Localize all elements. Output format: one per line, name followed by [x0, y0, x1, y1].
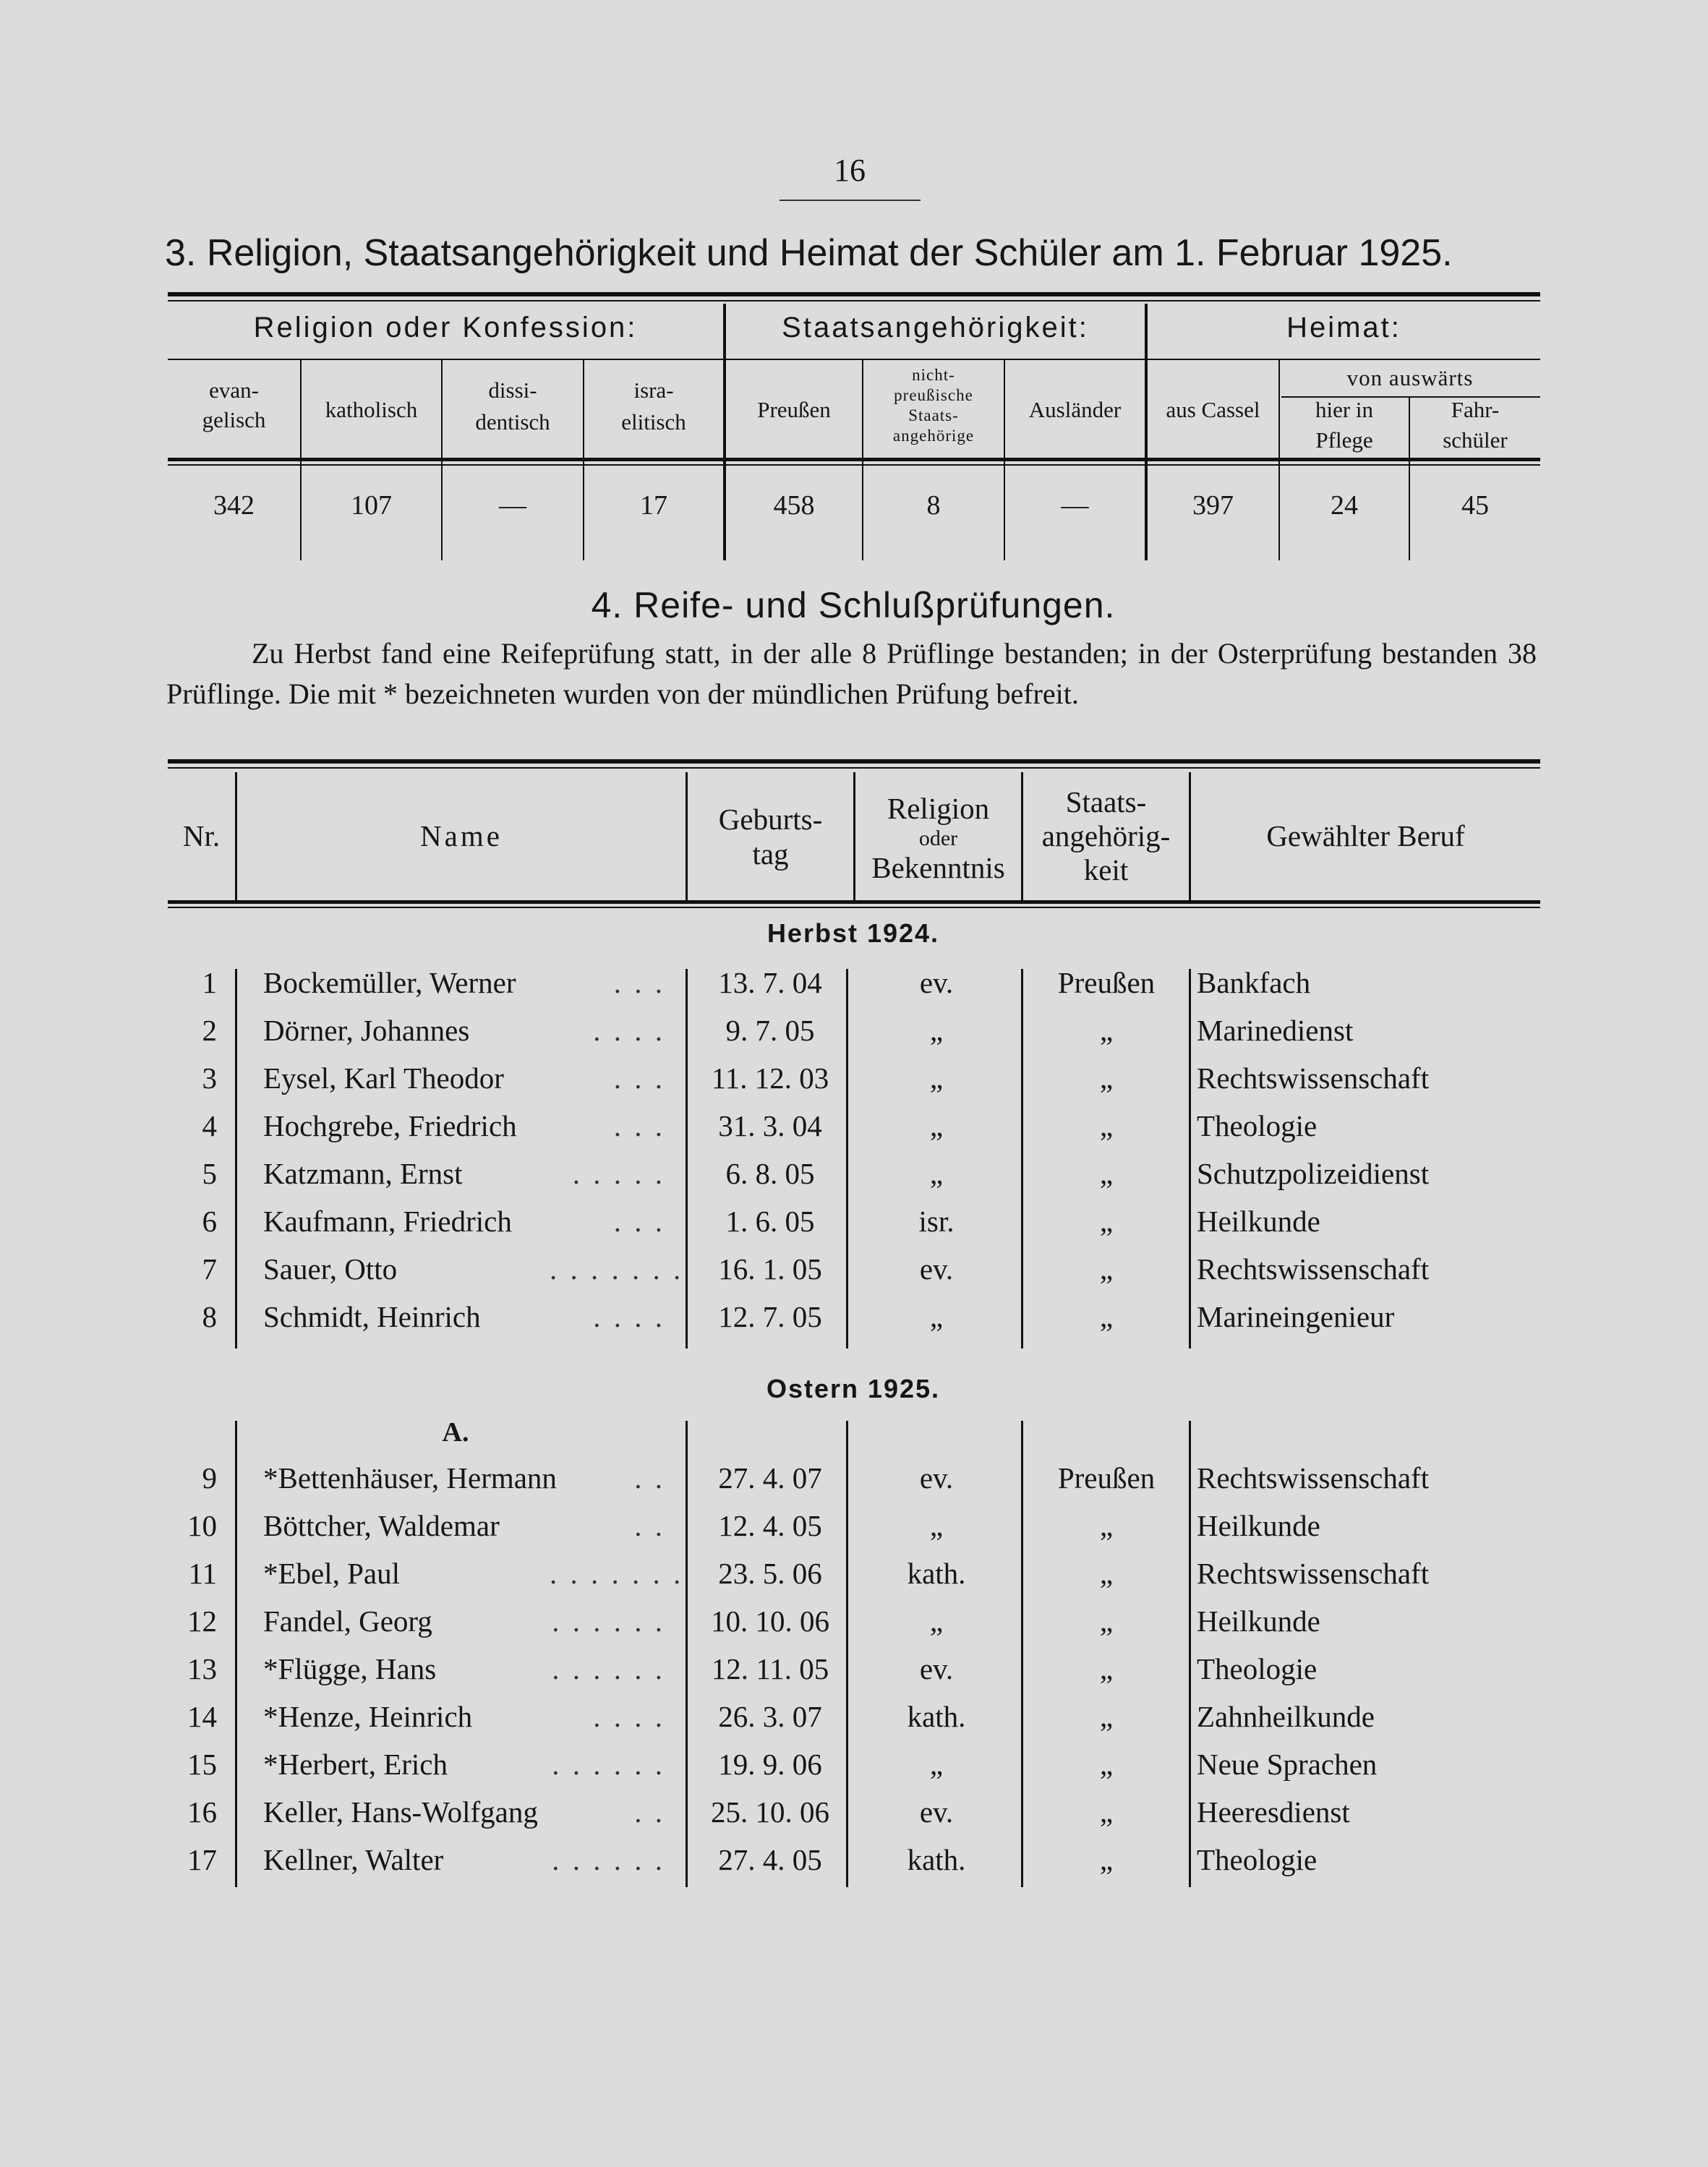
leader-dots: . . . . . . [552, 1652, 665, 1685]
birth-date: 12. 4. 05 [718, 1509, 822, 1542]
row-nr: 7 [202, 1252, 217, 1286]
table1-vrule-7 [1004, 360, 1005, 560]
col-israelitisch-1: isra- [633, 377, 674, 403]
birth-date: 6. 8. 05 [725, 1157, 815, 1190]
table2-header-rule [168, 900, 1540, 904]
leader-dots: . . [634, 1509, 665, 1542]
chosen-profession: Neue Sprachen [1197, 1748, 1378, 1781]
student-name: Kellner, Walter [263, 1843, 444, 1876]
row-nr: 16 [187, 1795, 217, 1829]
chosen-profession: Rechtswissenschaft [1197, 1061, 1430, 1095]
nationality-cell: „ [1099, 1843, 1114, 1876]
student-row [0, 1108, 1708, 1155]
student-row [0, 1604, 1708, 1650]
birth-date: 19. 9. 06 [718, 1748, 822, 1781]
row-nr: 6 [202, 1205, 217, 1238]
col-dissidentisch-2: dentisch [475, 409, 550, 435]
student-name: *Henze, Heinrich [263, 1700, 473, 1733]
col-israelitisch-2: elitisch [621, 409, 686, 435]
col-nichtpreussische-2: preußische [894, 386, 973, 404]
table1-top-rule-thin [168, 300, 1540, 302]
religion-cell: kath. [907, 1557, 966, 1590]
religion-cell: ev. [919, 1652, 954, 1685]
student-name: Bockemüller, Werner [263, 966, 516, 999]
nationality-cell: „ [1099, 1700, 1114, 1733]
val-hier-in-pflege: 24 [1331, 490, 1358, 521]
leader-dots: . . . . . . [552, 1748, 665, 1781]
religion-cell: „ [929, 1157, 944, 1190]
nationality-cell: „ [1099, 1557, 1114, 1590]
chosen-profession: Heeresdienst [1197, 1795, 1350, 1829]
col-nichtpreussische-4: angehörige [892, 427, 975, 445]
col-nichtpreussische-3: Staats- [908, 406, 959, 424]
chosen-profession: Rechtswissenschaft [1197, 1461, 1430, 1495]
chosen-profession: Heilkunde [1197, 1509, 1320, 1542]
col-evangelisch-1: evan- [209, 377, 259, 403]
religion-cell: kath. [907, 1843, 966, 1876]
religion-cell: „ [929, 1748, 944, 1781]
chosen-profession: Bankfach [1197, 966, 1311, 999]
row-nr: 2 [202, 1014, 217, 1047]
row-nr: 5 [202, 1157, 217, 1190]
col-fahrschueler-2: schüler [1443, 427, 1508, 453]
col-hier-in-pflege-1: hier in [1315, 397, 1374, 422]
birth-date: 25. 10. 06 [711, 1795, 829, 1829]
chosen-profession: Marinedienst [1197, 1014, 1354, 1047]
hdr-staat-1: Staats- [1065, 785, 1147, 818]
page-number-rule [780, 200, 921, 201]
hdr-beruf: Gewählter Beruf [1266, 819, 1465, 852]
herbst-heading: Herbst 1924. [767, 918, 940, 948]
table1-top-rule [168, 292, 1540, 296]
religion-cell: „ [929, 1109, 944, 1142]
nationality-cell: Preußen [1057, 966, 1156, 999]
row-nr: 1 [202, 966, 217, 999]
group-staatsangehoerigkeit: Staatsangehörigkeit: [782, 312, 1089, 343]
val-katholisch: 107 [351, 490, 392, 521]
leader-dots: . . . . . . . [550, 1252, 684, 1286]
hdr-staat-2: angehörig- [1041, 819, 1171, 852]
student-row [0, 965, 1708, 1012]
col-von-auswaerts: von auswärts [1346, 365, 1474, 390]
hdr-religion-1: Religion [887, 792, 990, 825]
section3-title: 3. Religion, Staatsangehörigkeit und Heimat der Schüler am 1. Februar 1925. [165, 232, 1453, 274]
religion-cell: ev. [919, 966, 954, 999]
chosen-profession: Theologie [1197, 1843, 1318, 1876]
birth-date: 27. 4. 07 [718, 1461, 822, 1495]
student-name: Hochgrebe, Friedrich [263, 1109, 517, 1142]
birth-date: 12. 11. 05 [711, 1652, 829, 1685]
col-hier-in-pflege-2: Pflege [1315, 427, 1373, 453]
leader-dots: . . . [613, 1205, 665, 1238]
nationality-cell: „ [1099, 1795, 1114, 1829]
chosen-profession: Heilkunde [1197, 1604, 1320, 1638]
birth-date: 1. 6. 05 [725, 1205, 815, 1238]
student-row [0, 1651, 1708, 1698]
student-row [0, 1156, 1708, 1202]
religion-cell: kath. [907, 1700, 966, 1733]
section4-paragraph [166, 633, 1537, 714]
leader-dots: . . [634, 1795, 665, 1829]
student-row [0, 1508, 1708, 1555]
leader-dots: . . [634, 1461, 665, 1495]
val-aus-cassel: 397 [1192, 490, 1234, 521]
col-aus-cassel: aus Cassel [1166, 397, 1260, 422]
birth-date: 26. 3. 07 [718, 1700, 822, 1733]
birth-date: 12. 7. 05 [718, 1300, 822, 1333]
chosen-profession: Rechtswissenschaft [1197, 1557, 1430, 1590]
ostern-heading: Ostern 1925. [766, 1374, 941, 1403]
row-nr: 15 [187, 1748, 217, 1781]
student-name: Sauer, Otto [263, 1252, 398, 1286]
birth-date: 10. 10. 06 [711, 1604, 829, 1638]
nationality-cell: „ [1099, 1252, 1114, 1286]
hdr-nr: Nr. [182, 819, 221, 852]
student-name: Eysel, Karl Theodor [263, 1061, 504, 1095]
col-katholisch: katholisch [325, 397, 418, 422]
student-row [0, 1556, 1708, 1602]
religion-cell: ev. [919, 1252, 954, 1286]
student-row [0, 1252, 1708, 1298]
leader-dots: . . . [613, 1109, 665, 1142]
table1-group-rule [168, 359, 1540, 360]
religion-cell: „ [929, 1300, 944, 1333]
chosen-profession: Schutzpolizeidienst [1197, 1157, 1430, 1190]
student-name: *Bettenhäuser, Hermann [263, 1461, 557, 1495]
val-auslaender: — [1061, 490, 1089, 521]
student-name: Katzmann, Ernst [263, 1157, 463, 1190]
table2-header-rule-thin [168, 907, 1540, 908]
religion-cell: isr. [918, 1205, 955, 1238]
nationality-cell: „ [1099, 1652, 1114, 1685]
birth-date: 27. 4. 05 [718, 1843, 822, 1876]
chosen-profession: Marineingenieur [1197, 1300, 1395, 1333]
religion-cell: ev. [919, 1795, 954, 1829]
chosen-profession: Zahnheilkunde [1197, 1700, 1375, 1733]
ostern-subheading: A. [442, 1417, 469, 1448]
col-evangelisch-2: gelisch [202, 407, 266, 432]
val-preussen: 458 [773, 490, 815, 521]
row-nr: 4 [202, 1109, 217, 1142]
col-preussen: Preußen [757, 397, 831, 422]
religion-cell: „ [929, 1604, 944, 1638]
student-name: Kaufmann, Friedrich [263, 1205, 512, 1238]
hdr-geburtstag-2: tag [752, 837, 789, 871]
nationality-cell: „ [1099, 1509, 1114, 1542]
student-name: *Herbert, Erich [263, 1748, 448, 1781]
table1-vrule-2 [300, 360, 302, 560]
group-religion: Religion oder Konfession: [253, 312, 638, 343]
nationality-cell: „ [1099, 1109, 1114, 1142]
col-fahrschueler-1: Fahr- [1451, 397, 1500, 422]
student-name: Keller, Hans-Wolfgang [263, 1795, 538, 1829]
hdr-religion-3: Bekenntnis [871, 851, 1005, 884]
group-heimat: Heimat: [1286, 312, 1401, 343]
table1-header-rule-thin [168, 464, 1540, 466]
student-row [0, 1299, 1708, 1346]
row-nr: 17 [187, 1843, 217, 1876]
birth-date: 13. 7. 04 [718, 966, 822, 999]
student-row [0, 1061, 1708, 1107]
hdr-geburtstag-1: Geburts- [718, 803, 823, 836]
religion-cell: „ [929, 1509, 944, 1542]
student-name: Böttcher, Waldemar [263, 1509, 500, 1542]
student-row [0, 1204, 1708, 1250]
nationality-cell: „ [1099, 1748, 1114, 1781]
table2-top-rule-thin [168, 767, 1540, 769]
chosen-profession: Theologie [1197, 1652, 1318, 1685]
col-auslaender: Ausländer [1028, 397, 1122, 422]
nationality-cell: „ [1099, 1157, 1114, 1190]
row-nr: 13 [187, 1652, 217, 1685]
nationality-cell: „ [1099, 1014, 1114, 1047]
leader-dots: . . . . . [572, 1157, 665, 1190]
val-fahrschueler: 45 [1461, 490, 1489, 521]
hdr-staat-3: keit [1083, 853, 1129, 886]
birth-date: 23. 5. 06 [718, 1557, 822, 1590]
religion-cell: ev. [919, 1461, 954, 1495]
table2-top-rule [168, 759, 1540, 764]
birth-date: 31. 3. 04 [718, 1109, 822, 1142]
chosen-profession: Rechtswissenschaft [1197, 1252, 1430, 1286]
student-row [0, 1461, 1708, 1507]
row-nr: 10 [187, 1509, 217, 1542]
nationality-cell: „ [1099, 1205, 1114, 1238]
section4-title: 4. Reife- und Schlußprüfungen. [591, 585, 1116, 625]
chosen-profession: Theologie [1197, 1109, 1318, 1142]
leader-dots: . . . . . . [552, 1843, 665, 1876]
student-row [0, 1013, 1708, 1059]
nationality-cell: „ [1099, 1604, 1114, 1638]
hdr-name: Name [420, 819, 503, 852]
hdr-religion-2: oder [918, 826, 958, 850]
val-evangelisch: 342 [213, 490, 255, 521]
leader-dots: . . . . . . . [550, 1557, 684, 1590]
chosen-profession: Heilkunde [1197, 1205, 1320, 1238]
leader-dots: . . . [613, 966, 665, 999]
student-name: *Ebel, Paul [263, 1557, 401, 1590]
student-name: Fandel, Georg [263, 1604, 432, 1638]
col-nichtpreussische-1: nicht- [912, 366, 955, 384]
nationality-cell: „ [1099, 1300, 1114, 1333]
val-dissidentisch: — [499, 490, 526, 521]
nationality-cell: „ [1099, 1061, 1114, 1095]
leader-dots: . . . [613, 1061, 665, 1095]
row-nr: 9 [202, 1461, 217, 1495]
row-nr: 11 [188, 1557, 217, 1590]
religion-cell: „ [929, 1061, 944, 1095]
leader-dots: . . . . [593, 1300, 665, 1333]
col-dissidentisch-1: dissi- [488, 377, 537, 403]
birth-date: 11. 12. 03 [711, 1061, 829, 1095]
leader-dots: . . . . . . [552, 1604, 665, 1638]
row-nr: 8 [202, 1300, 217, 1333]
student-row [0, 1842, 1708, 1889]
val-nichtpreussische: 8 [926, 490, 941, 521]
val-israelitisch: 17 [640, 490, 667, 521]
student-name: Schmidt, Heinrich [263, 1300, 481, 1333]
row-nr: 3 [202, 1061, 217, 1095]
student-row [0, 1699, 1708, 1745]
nationality-cell: Preußen [1057, 1461, 1156, 1495]
row-nr: 12 [187, 1604, 217, 1638]
row-nr: 14 [187, 1700, 217, 1733]
student-row [0, 1795, 1708, 1841]
religion-cell: „ [929, 1014, 944, 1047]
student-row [0, 1747, 1708, 1793]
leader-dots: . . . . [593, 1014, 665, 1047]
table1-header-rule [168, 458, 1540, 461]
page-number: 16 [834, 153, 866, 188]
birth-date: 9. 7. 05 [725, 1014, 815, 1047]
section4-paragraph-text: Zu Herbst fand eine Reifeprüfung statt, in der alle 8 Prüflinge bestanden; in der Osterprüfung bestanden 38 Prüflinge. Die mit * bezeichneten wurden von der mündlichen Prüfung befreit. [166, 637, 1537, 710]
student-name: Dörner, Johannes [263, 1014, 470, 1047]
birth-date: 16. 1. 05 [718, 1252, 822, 1286]
leader-dots: . . . . [593, 1700, 665, 1733]
student-name: *Flügge, Hans [263, 1652, 437, 1685]
